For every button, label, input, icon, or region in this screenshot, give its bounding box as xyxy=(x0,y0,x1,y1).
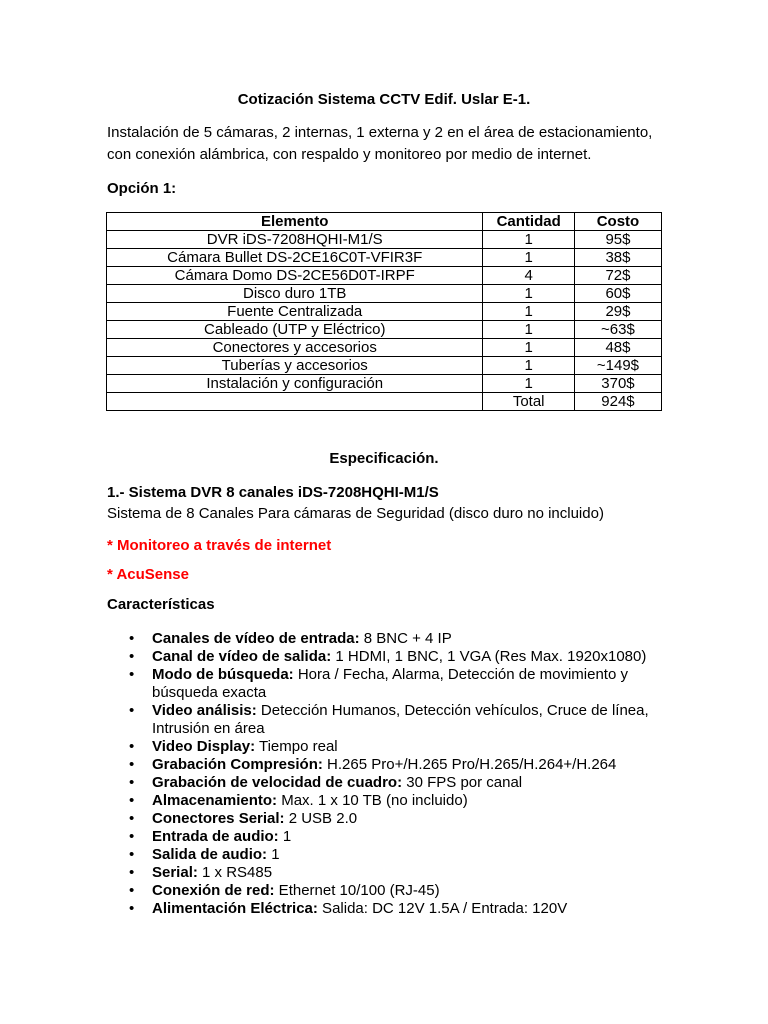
highlight-internet-monitoring: * Monitoreo a través de internet xyxy=(107,537,332,554)
bullet-icon: • xyxy=(129,810,135,827)
feature-key: Salida de audio: xyxy=(152,846,268,863)
feature-item xyxy=(107,846,667,864)
quantity-cell: 1 xyxy=(483,303,574,321)
feature-value: 2 USB 2.0 xyxy=(284,810,358,827)
cost-cell: 95$ xyxy=(574,231,661,249)
feature-value: Hora / Fecha, Alarma, Detección de movimiento y búsqueda exacta xyxy=(152,666,628,701)
features-list xyxy=(107,630,667,918)
cost-cell: 38$ xyxy=(574,249,661,267)
bullet-icon: • xyxy=(129,738,135,755)
feature-value: 1 xyxy=(267,846,280,863)
table-header-row xyxy=(107,213,662,231)
feature-key: Entrada de audio: xyxy=(152,828,279,845)
table-row xyxy=(107,231,662,249)
feature-value: Ethernet 10/100 (RJ-45) xyxy=(274,882,440,899)
feature-item xyxy=(107,792,667,810)
dvr-title: 1.- Sistema DVR 8 canales iDS-7208HQHI-M1/S xyxy=(107,484,439,501)
feature-item xyxy=(107,900,667,918)
header-elemento: Elemento xyxy=(107,213,483,231)
feature-value: 30 FPS por canal xyxy=(402,774,523,791)
table-row xyxy=(107,267,662,285)
cost-cell: ~149$ xyxy=(574,357,661,375)
dvr-description: Sistema de 8 Canales Para cámaras de Seguridad (disco duro no incluido) xyxy=(107,505,604,522)
item-cell: DVR iDS-7208HQHI-M1/S xyxy=(107,231,483,249)
item-cell: Instalación y configuración xyxy=(107,375,483,393)
feature-key: Grabación Compresión: xyxy=(152,756,323,773)
cost-cell: 370$ xyxy=(574,375,661,393)
quantity-cell: 1 xyxy=(483,231,574,249)
table-body xyxy=(107,231,662,411)
feature-item xyxy=(107,630,667,648)
feature-item xyxy=(107,882,667,900)
table-row xyxy=(107,357,662,375)
highlight-acusense: * AcuSense xyxy=(107,566,189,583)
feature-item xyxy=(107,774,667,792)
item-cell: Cámara Bullet DS-2CE16C0T-VFIR3F xyxy=(107,249,483,267)
table-row xyxy=(107,339,662,357)
feature-key: Alimentación Eléctrica: xyxy=(152,900,318,917)
table-row xyxy=(107,321,662,339)
feature-key: Grabación de velocidad de cuadro: xyxy=(152,774,403,791)
header-costo: Costo xyxy=(574,213,661,231)
feature-value: Max. 1 x 10 TB (no incluido) xyxy=(277,792,468,809)
quantity-cell: 1 xyxy=(483,339,574,357)
bullet-icon: • xyxy=(129,630,135,647)
item-cell: Conectores y accesorios xyxy=(107,339,483,357)
feature-key: Canal de vídeo de salida: xyxy=(152,648,332,665)
intro-paragraph: Instalación de 5 cámaras, 2 internas, 1 externa y 2 en el área de estacionamiento, con conexión alámbrica, con respaldo y monitoreo por medio de internet. xyxy=(107,124,653,163)
feature-value: Tiempo real xyxy=(255,738,338,755)
quantity-cell: 1 xyxy=(483,285,574,303)
item-cell: Cableado (UTP y Eléctrico) xyxy=(107,321,483,339)
bullet-icon: • xyxy=(129,666,135,683)
bullet-icon: • xyxy=(129,774,135,791)
quantity-cell: 1 xyxy=(483,249,574,267)
feature-item xyxy=(107,666,667,702)
item-cell: Cámara Domo DS-2CE56D0T-IRPF xyxy=(107,267,483,285)
feature-key: Video análisis: xyxy=(152,702,257,719)
feature-item xyxy=(107,702,667,738)
item-cell: Disco duro 1TB xyxy=(107,285,483,303)
feature-item xyxy=(107,864,667,882)
table-row xyxy=(107,303,662,321)
feature-value: Salida: DC 12V 1.5A / Entrada: 120V xyxy=(317,900,568,917)
feature-key: Conexión de red: xyxy=(152,882,275,899)
cost-cell: 48$ xyxy=(574,339,661,357)
quantity-cell: 4 xyxy=(483,267,574,285)
item-cell: Tuberías y accesorios xyxy=(107,357,483,375)
quantity-cell: 1 xyxy=(483,375,574,393)
feature-item xyxy=(107,828,667,846)
cost-cell: ~63$ xyxy=(574,321,661,339)
feature-key: Conectores Serial: xyxy=(152,810,285,827)
feature-value: 8 BNC + 4 IP xyxy=(359,630,452,647)
total-empty-cell xyxy=(107,393,483,411)
spec-heading: Especificación. xyxy=(329,450,439,467)
feature-item xyxy=(107,738,667,756)
header-cantidad: Cantidad xyxy=(483,213,574,231)
table-row xyxy=(107,249,662,267)
quote-table xyxy=(106,212,662,411)
feature-key: Almacenamiento: xyxy=(152,792,278,809)
bullet-icon: • xyxy=(129,792,135,809)
table-row xyxy=(107,375,662,393)
feature-item xyxy=(107,648,667,666)
feature-item xyxy=(107,756,667,774)
quantity-cell: 1 xyxy=(483,357,574,375)
feature-value: Detección Humanos, Detección vehículos, Cruce de línea, Intrusión en área xyxy=(152,702,649,737)
total-label: Total xyxy=(483,393,574,411)
feature-key: Canales de vídeo de entrada: xyxy=(152,630,360,647)
item-cell: Fuente Centralizada xyxy=(107,303,483,321)
bullet-icon: • xyxy=(129,864,135,881)
features-heading: Características xyxy=(107,596,215,613)
bullet-icon: • xyxy=(129,702,135,719)
feature-key: Video Display: xyxy=(152,738,256,755)
table-row xyxy=(107,285,662,303)
bullet-icon: • xyxy=(129,828,135,845)
bullet-icon: • xyxy=(129,900,135,917)
total-value: 924$ xyxy=(574,393,661,411)
feature-key: Modo de búsqueda: xyxy=(152,666,294,683)
cost-cell: 60$ xyxy=(574,285,661,303)
bullet-icon: • xyxy=(129,846,135,863)
bullet-icon: • xyxy=(129,648,135,665)
feature-value: 1 HDMI, 1 BNC, 1 VGA (Res Max. 1920x1080) xyxy=(331,648,647,665)
feature-value: 1 xyxy=(278,828,292,845)
cost-cell: 72$ xyxy=(574,267,661,285)
bullet-icon: • xyxy=(129,756,135,773)
cost-cell: 29$ xyxy=(574,303,661,321)
quantity-cell: 1 xyxy=(483,321,574,339)
feature-value: H.265 Pro+/H.265 Pro/H.265/H.264+/H.264 xyxy=(322,756,617,773)
option-label: Opción 1: xyxy=(107,180,177,197)
feature-item xyxy=(107,810,667,828)
feature-value: 1 x RS485 xyxy=(197,864,273,881)
feature-key: Serial: xyxy=(152,864,198,881)
document-title: Cotización Sistema CCTV Edif. Uslar E-1. xyxy=(237,91,531,108)
table-total-row xyxy=(107,393,662,411)
bullet-icon: • xyxy=(129,882,135,899)
